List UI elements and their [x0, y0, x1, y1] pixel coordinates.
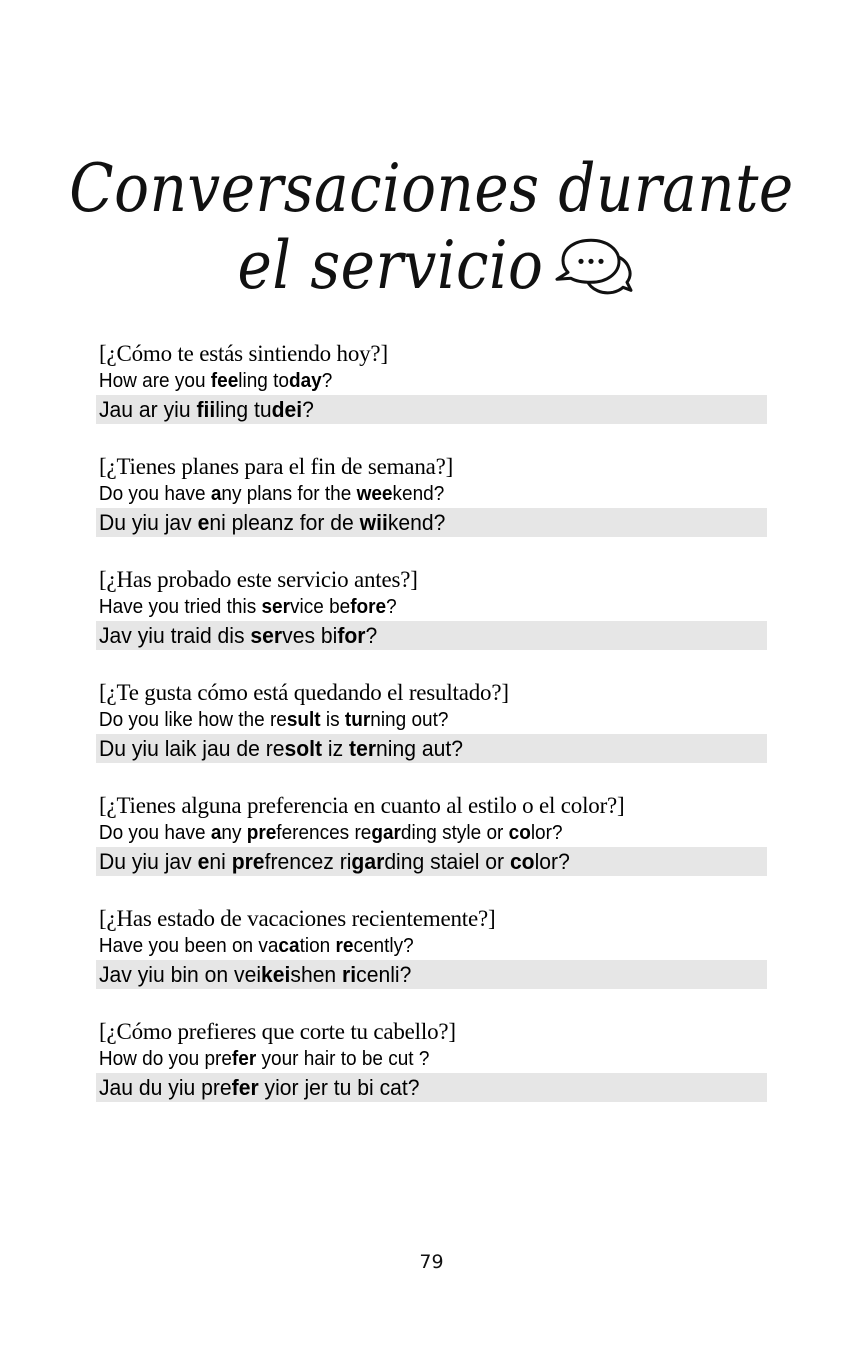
text-segment: ? — [302, 397, 314, 422]
pronunciation-text — [99, 847, 570, 876]
text-segment: ding staiel or — [384, 849, 510, 874]
pronunciation-guide — [96, 395, 767, 424]
stressed-syllable: a — [210, 822, 222, 844]
stressed-syllable: re — [335, 935, 354, 957]
english-translation — [96, 368, 733, 395]
text-segment: is — [320, 709, 345, 731]
spanish-phrase: [¿Tienes alguna preferencia en cuanto al estilo o el color?] — [99, 793, 625, 818]
text-segment: Du yiu jav — [99, 510, 198, 535]
stressed-syllable: ri — [342, 962, 357, 987]
phrase-block — [96, 452, 767, 535]
stressed-syllable: ter — [349, 736, 377, 761]
phrase-block — [96, 904, 767, 987]
text-segment: ny — [221, 822, 247, 844]
stressed-syllable: for — [337, 623, 366, 648]
spanish-phrase: [¿Te gusta cómo está quedando el resultado?] — [99, 680, 509, 705]
text-segment: How are you — [98, 370, 211, 392]
stressed-syllable: gar — [351, 849, 385, 874]
text-segment: ni pleanz for de — [209, 510, 360, 535]
text-segment: vice be — [290, 596, 351, 618]
text-segment: Jav yiu bin on vei — [99, 962, 262, 987]
english-translation — [96, 820, 733, 847]
phrase-block — [96, 791, 767, 874]
page-title-line-2-text: el servicio — [237, 225, 544, 305]
stressed-syllable: fii — [196, 397, 216, 422]
pronunciation-guide — [96, 1073, 767, 1102]
spanish-phrase: [¿Has probado este servicio antes?] — [99, 567, 418, 592]
text-segment: shen — [290, 962, 343, 987]
text-segment: cently? — [353, 935, 414, 957]
pronunciation-guide — [96, 960, 767, 989]
stressed-syllable: ca — [278, 935, 300, 957]
page-title-line-2 — [0, 225, 863, 306]
stressed-syllable: gar — [371, 822, 401, 844]
text-segment: ding style or — [400, 822, 509, 844]
pronunciation-text — [99, 960, 411, 989]
phrase-block — [96, 565, 767, 648]
pronunciation-guide — [96, 621, 767, 650]
text-segment: ning out? — [370, 709, 449, 731]
text-segment: kend? — [387, 510, 446, 535]
stressed-syllable: ser — [261, 596, 291, 618]
stressed-syllable: co — [508, 822, 531, 844]
phrase-list — [96, 339, 767, 1130]
text-segment: Do you like how the re — [98, 709, 287, 731]
stressed-syllable: kei — [261, 962, 291, 987]
spanish-phrase: [¿Cómo prefieres que corte tu cabello?] — [99, 1019, 456, 1044]
stressed-syllable: fee — [210, 370, 239, 392]
text-segment: lor? — [534, 849, 570, 874]
text-segment: Do you have — [98, 483, 211, 505]
text-segment: iz — [322, 736, 350, 761]
text-segment: yior jer tu bi cat? — [258, 1075, 420, 1100]
text-segment: Do you have — [98, 822, 211, 844]
page-title-line-1: Conversaciones durante — [69, 148, 794, 228]
text-segment: ferences re — [276, 822, 372, 844]
stressed-syllable: co — [509, 849, 535, 874]
stressed-syllable: day — [288, 370, 322, 392]
stressed-syllable: sult — [286, 709, 321, 731]
spanish-phrase: [¿Cómo te estás sintiendo hoy?] — [99, 341, 388, 366]
text-segment: ? — [386, 596, 397, 618]
stressed-syllable: wee — [356, 483, 393, 505]
text-segment: ves bi — [282, 623, 338, 648]
stressed-syllable: fore — [350, 596, 387, 618]
pronunciation-guide — [96, 508, 767, 537]
text-segment: ny plans for the — [221, 483, 357, 505]
text-segment: Jav yiu traid dis — [99, 623, 251, 648]
text-segment: frencez ri — [264, 849, 352, 874]
stressed-syllable: a — [210, 483, 222, 505]
text-segment: Jau ar yiu — [99, 397, 197, 422]
text-segment: lor? — [530, 822, 563, 844]
text-segment: kend? — [392, 483, 445, 505]
stressed-syllable: e — [197, 510, 210, 535]
text-segment: ling tu — [215, 397, 272, 422]
stressed-syllable: pre — [246, 822, 277, 844]
english-translation — [96, 707, 733, 734]
phrase-block — [96, 339, 767, 422]
text-segment: tion — [299, 935, 336, 957]
text-segment: Jau du yiu pre — [99, 1075, 232, 1100]
phrase-block — [96, 678, 767, 761]
page-number: 79 — [419, 1251, 444, 1273]
english-translation — [96, 594, 733, 621]
stressed-syllable: wii — [359, 510, 388, 535]
english-translation — [96, 933, 733, 960]
text-segment: ni — [209, 849, 232, 874]
phrase-block — [96, 1017, 767, 1100]
pronunciation-text — [99, 734, 463, 763]
pronunciation-text — [99, 621, 377, 650]
text-segment: Du yiu jav — [99, 849, 198, 874]
stressed-syllable: fer — [231, 1048, 257, 1070]
english-translation — [96, 1046, 733, 1073]
pronunciation-text — [99, 508, 445, 537]
pronunciation-text — [99, 1073, 419, 1102]
stressed-syllable: solt — [284, 736, 323, 761]
text-segment: How do you pre — [98, 1048, 232, 1070]
text-segment: ling to — [238, 370, 289, 392]
stressed-syllable: ser — [250, 623, 283, 648]
text-segment: your hair to be cut ? — [256, 1048, 430, 1070]
spanish-phrase: [¿Has estado de vacaciones recientemente?] — [99, 906, 496, 931]
pronunciation-guide — [96, 847, 767, 876]
text-segment: Have you been on va — [98, 935, 279, 957]
english-translation — [96, 481, 733, 508]
text-segment: Have you tried this — [98, 596, 262, 618]
stressed-syllable: tur — [344, 709, 371, 731]
stressed-syllable: pre — [231, 849, 265, 874]
pronunciation-guide — [96, 734, 767, 763]
stressed-syllable: e — [197, 849, 210, 874]
text-segment: ? — [365, 623, 378, 648]
stressed-syllable: fer — [231, 1075, 259, 1100]
text-segment: ? — [321, 370, 333, 392]
text-segment: cenli? — [356, 962, 412, 987]
spanish-phrase: [¿Tienes planes para el fin de semana?] — [99, 454, 454, 479]
speech-bubbles-icon — [551, 236, 633, 298]
pronunciation-text — [99, 395, 314, 424]
stressed-syllable: dei — [271, 397, 303, 422]
text-segment: Du yiu laik jau de re — [99, 736, 285, 761]
text-segment: ning aut? — [376, 736, 463, 761]
